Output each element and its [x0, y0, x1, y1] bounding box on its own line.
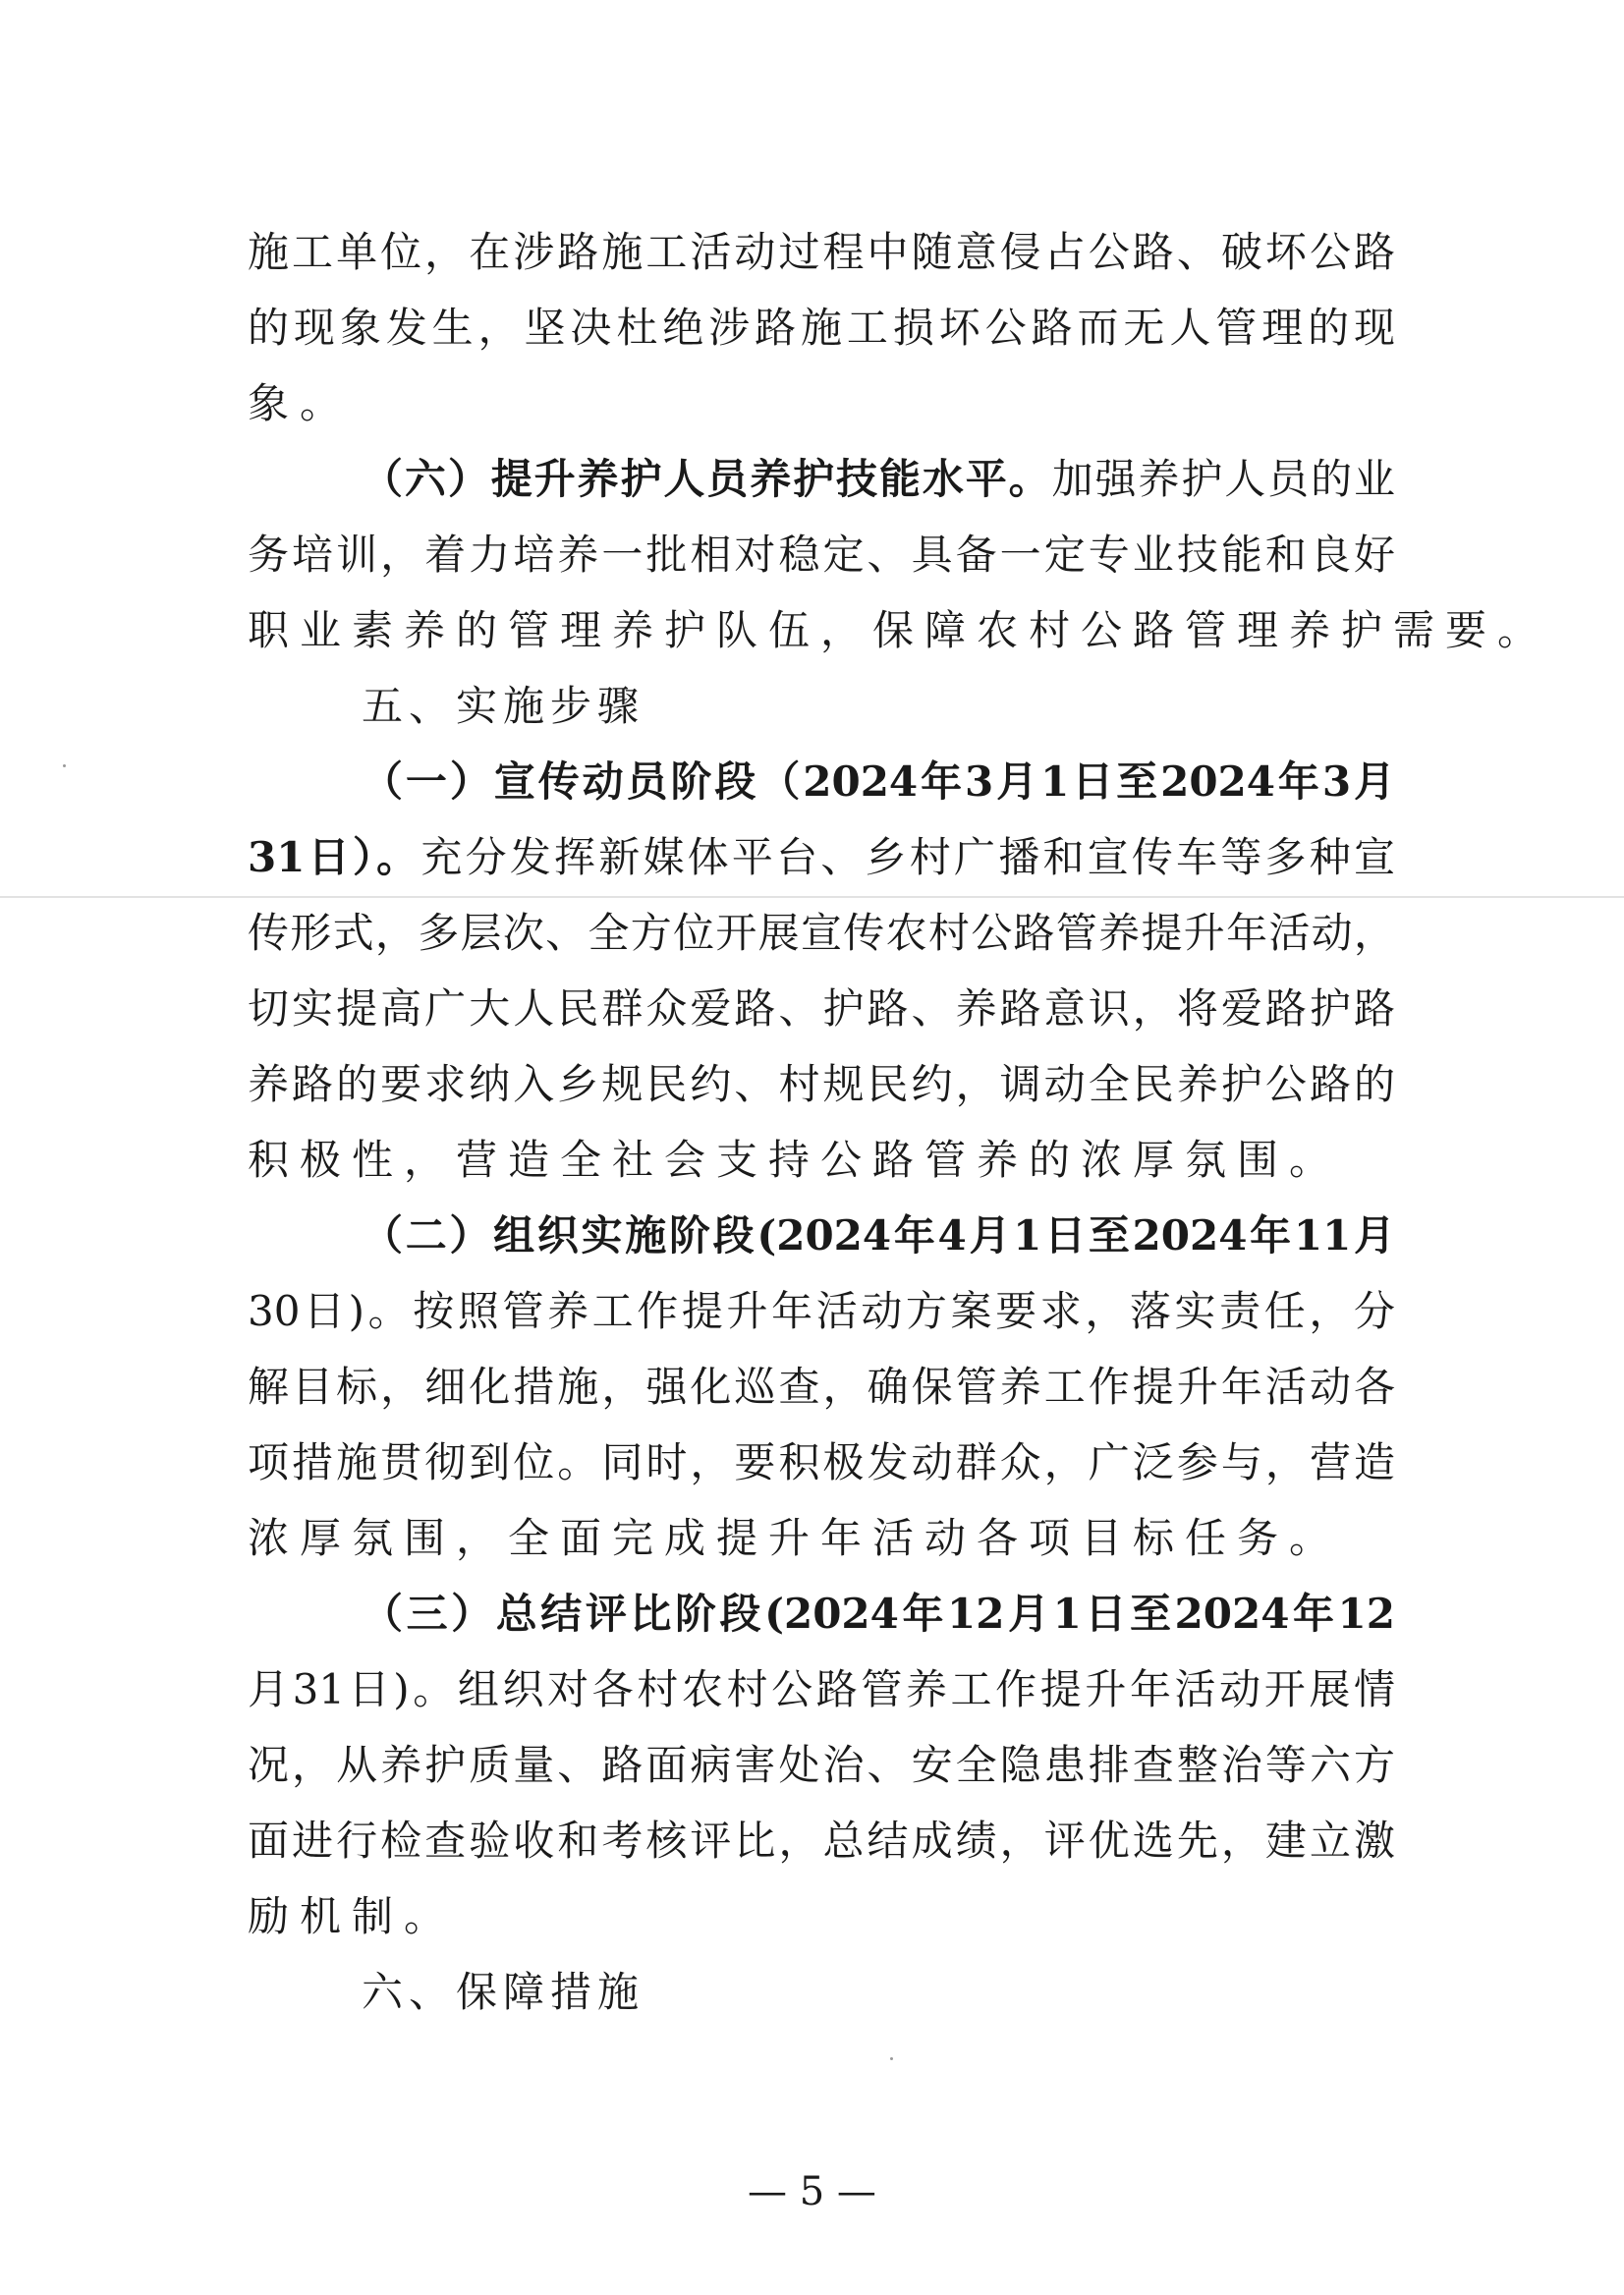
- section-6-text: 加强养护人员的业: [1051, 455, 1395, 503]
- chapter-5-heading: 五、实施步骤: [362, 682, 645, 730]
- paragraph-line: 月31日)。组织对各村农村公路管养工作提升年活动开展情: [248, 1665, 1395, 1713]
- scan-speck: [890, 2057, 893, 2060]
- step-1-text: 充分发挥新媒体平台、乡村广播和宣传车等多种宣: [420, 833, 1395, 881]
- paragraph-line: 浓厚氛围，全面完成提升年活动各项目标任务。: [248, 1514, 1342, 1562]
- page-number: — 5 —: [748, 2169, 876, 2214]
- step-2-heading: （二）组织实施阶段(2024年4月1日至2024年11月: [362, 1211, 1395, 1259]
- document-body: [248, 214, 1550, 2030]
- paragraph-line: 务培训，着力培养一批相对稳定、具备一定专业技能和良好: [248, 531, 1395, 579]
- paragraph-line: 养路的要求纳入乡规民约、村规民约，调动全民养护公路的: [248, 1060, 1395, 1108]
- step-1-heading: （一）宣传动员阶段（2024年3月1日至2024年3月: [362, 757, 1395, 806]
- paragraph-line: 面进行检查验收和考核评比，总结成绩，评优选先，建立激: [248, 1817, 1395, 1865]
- paragraph-line: 30日)。按照管养工作提升年活动方案要求，落实责任，分: [248, 1287, 1395, 1335]
- paragraph-line: 传形式，多层次、全方位开展宣传农村公路管养提升年活动，: [248, 909, 1395, 957]
- scan-speck: [63, 764, 66, 767]
- section-6-line-1: [248, 441, 1395, 517]
- paragraph-line: 切实提高广大人民群众爱路、护路、养路意识，将爱路护路: [248, 984, 1395, 1033]
- paragraph-line: 职业素养的管理养护队伍，保障农村公路管理养护需要。: [248, 606, 1550, 654]
- paragraph-line: 的现象发生，坚决杜绝涉路施工损坏公路而无人管理的现: [248, 304, 1395, 352]
- paragraph-line: 况，从养护质量、路面病害处治、安全隐患排查整治等六方: [248, 1741, 1395, 1789]
- step-1-heading-cont: 31日）。: [248, 833, 421, 881]
- step-1-line-2: [248, 819, 1395, 895]
- paragraph-line: 励机制。: [248, 1892, 457, 1940]
- paragraph-line: 施工单位，在涉路施工活动过程中随意侵占公路、破坏公路: [248, 228, 1395, 276]
- paragraph-line: 象。: [248, 379, 353, 427]
- chapter-6-heading: 六、保障措施: [362, 1968, 645, 2016]
- paragraph-line: 项措施贯彻到位。同时，要积极发动群众，广泛参与，营造: [248, 1438, 1395, 1486]
- step-3-heading: （三）总结评比阶段(2024年12月1日至2024年12: [362, 1590, 1395, 1638]
- paragraph-line: 解目标，细化措施，强化巡查，确保管养工作提升年活动各: [248, 1363, 1395, 1411]
- paragraph-line: 积极性，营造全社会支持公路管养的浓厚氛围。: [248, 1136, 1342, 1184]
- section-6-heading: （六）提升养护人员养护技能水平。: [362, 455, 1052, 503]
